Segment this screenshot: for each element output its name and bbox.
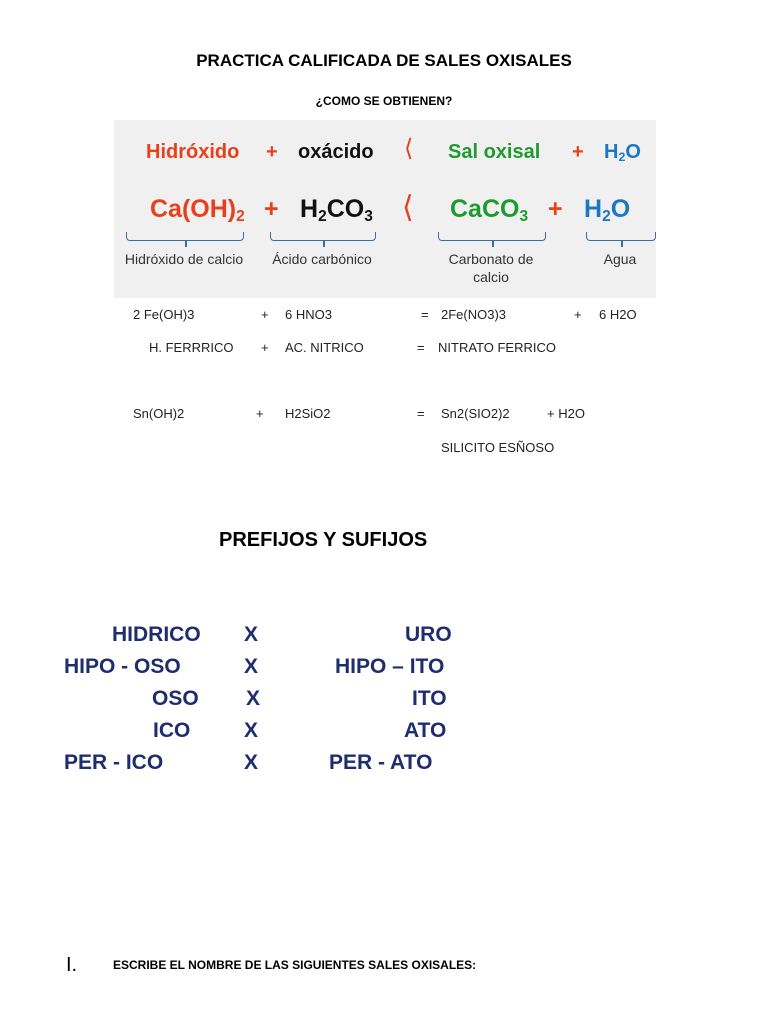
- affix-right: PER - ATO: [329, 751, 433, 774]
- exercise-number: I.: [66, 954, 78, 976]
- affix-x: X: [244, 719, 259, 742]
- brace: [126, 232, 244, 241]
- brace: [586, 232, 656, 241]
- formula-water: $H_2O$: [584, 195, 631, 225]
- term-hydroxide: Hidróxido: [146, 141, 240, 163]
- affix-left: OSO: [152, 687, 199, 710]
- eq1-equals: =: [421, 307, 429, 322]
- eq2-name: SILICITO ESÑOSO: [441, 440, 555, 455]
- brace: [270, 232, 376, 241]
- affix-right: URO: [405, 623, 452, 646]
- caption-calcium-carbonate: Carbonato de calcio: [448, 251, 534, 285]
- affix-x: X: [246, 687, 261, 710]
- page-subtitle: ¿COMO SE OBTIENEN?: [315, 94, 453, 108]
- formula-calcium-hydroxide: $Ca(OH)_2$: [150, 195, 245, 225]
- term-oxacid: oxácido: [298, 141, 374, 163]
- eq1-plus: +: [574, 307, 582, 322]
- term-water: $H_2O$: [604, 141, 641, 165]
- eq2-plus: +: [256, 406, 264, 421]
- affix-x: X: [244, 751, 259, 774]
- plus-sign: +: [266, 141, 278, 163]
- formula-calcium-carbonate: CaCO$_3$: [450, 195, 529, 225]
- plus-sign: +: [572, 141, 584, 163]
- plus-sign: +: [264, 195, 279, 223]
- caption-water: Agua: [603, 251, 637, 267]
- brace: [438, 232, 546, 241]
- term-oxysalt: Sal oxisal: [448, 141, 541, 163]
- eq2-product-2: + H2O: [547, 406, 585, 421]
- reaction-diagram: [114, 120, 656, 298]
- exercise-instruction: ESCRIBE EL NOMBRE DE LAS SIGUIENTES SALES OXISALES:: [113, 958, 477, 972]
- eq1-reactant-2: 6 HNO3: [285, 307, 332, 322]
- formula-carbonic-acid: $H_2CO_3$: [300, 195, 373, 225]
- eq2-reactant-1: Sn(OH)2: [133, 406, 185, 421]
- affix-right: ITO: [412, 687, 447, 710]
- eq1-product-2: 6 H2O: [599, 307, 637, 322]
- reaction-arrow-icon: ⟨: [402, 191, 414, 224]
- eq1-plus: +: [261, 340, 269, 355]
- eq2-product-1: Sn2(SIO2)2: [441, 406, 510, 421]
- plus-sign: +: [548, 195, 563, 223]
- eq1-name-2: AC. NITRICO: [285, 340, 364, 355]
- affix-right: ATO: [404, 719, 447, 742]
- affix-x: X: [244, 655, 259, 678]
- affix-left: HIDRICO: [112, 623, 201, 646]
- reaction-arrow-icon: ⟨: [404, 135, 414, 162]
- page-title: PRACTICA CALIFICADA DE SALES OXISALES: [196, 51, 572, 70]
- section-title: PREFIJOS Y SUFIJOS: [219, 529, 428, 551]
- eq2-reactant-2: H2SiO2: [285, 406, 331, 421]
- caption-calcium-hydroxide: Hidróxido de calcio: [124, 251, 244, 267]
- affix-x: X: [244, 623, 259, 646]
- affix-right: HIPO – ITO: [335, 655, 445, 678]
- eq1-name-1: H. FERRRICO: [149, 340, 234, 355]
- eq2-equals: =: [417, 406, 425, 421]
- eq1-name-3: NITRATO FERRICO: [438, 340, 556, 355]
- eq1-plus: +: [261, 307, 269, 322]
- caption-carbonic-acid: Ácido carbónico: [272, 251, 372, 267]
- affix-left: ICO: [153, 719, 191, 742]
- eq1-reactant-1: 2 Fe(OH)3: [133, 307, 195, 322]
- eq1-product-1: 2Fe(NO3)3: [441, 307, 507, 322]
- affix-left: HIPO - OSO: [64, 655, 181, 678]
- eq1-equals: =: [417, 340, 425, 355]
- affix-left: PER - ICO: [64, 751, 164, 774]
